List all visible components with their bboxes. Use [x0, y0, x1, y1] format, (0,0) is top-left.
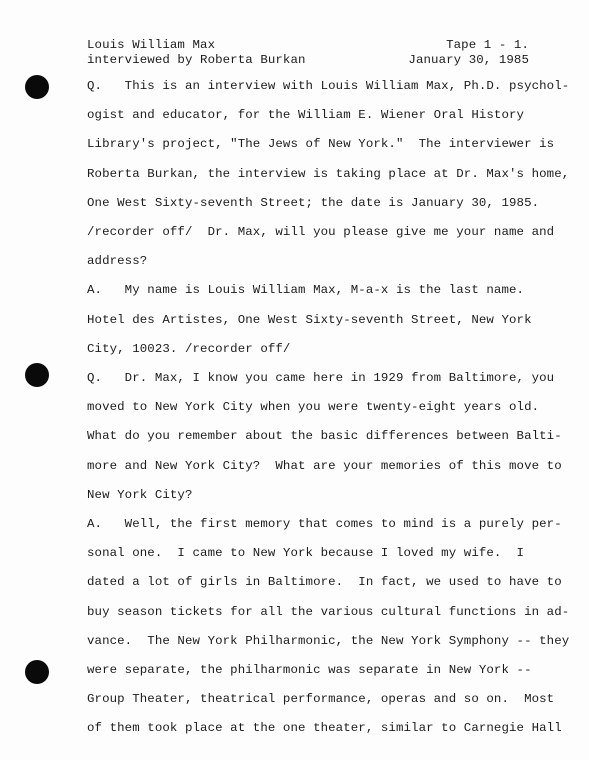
transcript-line: buy season tickets for all the various cultural functions in ad- — [87, 604, 570, 619]
transcript-line: What do you remember about the basic differences between Balti- — [87, 429, 562, 444]
transcript-line: address? — [87, 254, 148, 269]
header-right — [408, 38, 529, 68]
transcript-line: /recorder off/ Dr. Max, will you please give me your name and — [87, 225, 555, 239]
transcript-line: moved to New York City when you were twenty-eight years old. — [87, 400, 540, 415]
transcript-line: Library's project, "The Jews of New York." The interviewer is — [87, 137, 555, 152]
interviewer-credit: interviewed by Roberta Burkan — [87, 53, 306, 67]
transcript-line: Hotel des Artistes, One West Sixty-seventh Street, New York — [87, 312, 532, 327]
header-left — [87, 38, 306, 68]
transcript-line: dated a lot of girls in Baltimore. In fact, we used to have to — [87, 575, 562, 590]
tape-label: Tape 1 - 1. — [446, 38, 529, 52]
transcript-line: vance. The New York Philharmonic, the New York Symphony -- they — [87, 633, 570, 648]
punch-hole-top — [25, 75, 49, 99]
transcript-line: Group Theater, theatrical performance, operas and so on. Most — [87, 692, 555, 707]
transcript-line: more and New York City? What are your memories of this move to — [87, 458, 562, 473]
transcript-line: New York City? — [87, 487, 193, 502]
transcript-line: of them took place at the one theater, similar to Carnegie Hall — [87, 721, 562, 736]
transcript-line: Roberta Burkan, the interview is taking place at Dr. Max's home, — [87, 166, 570, 181]
interview-date: January 30, 1985 — [408, 53, 529, 67]
transcript-line: A. Well, the first memory that comes to mind is a purely per- — [87, 517, 562, 531]
transcript-line: Q. Dr. Max, I know you came here in 1929 from Baltimore, you — [87, 371, 555, 385]
transcript-line: Q. This is an interview with Louis William Max, Ph.D. psychol- — [87, 79, 570, 93]
interviewee-name: Louis William Max — [87, 38, 216, 52]
transcript-line: One West Sixty-seventh Street; the date is January 30, 1985. — [87, 195, 540, 210]
transcript-line: sonal one. I came to New York because I loved my wife. I — [87, 546, 525, 561]
transcript-line: A. My name is Louis William Max, M-a-x is the last name. — [87, 283, 525, 298]
transcript-line: were separate, the philharmonic was separate in New York -- — [87, 663, 532, 677]
punch-hole-bottom — [25, 660, 49, 684]
transcript-line: City, 10023. /recorder off/ — [87, 341, 291, 356]
transcript-line: ogist and educator, for the William E. Wiener Oral History — [87, 108, 525, 123]
punch-hole-middle — [25, 363, 49, 387]
